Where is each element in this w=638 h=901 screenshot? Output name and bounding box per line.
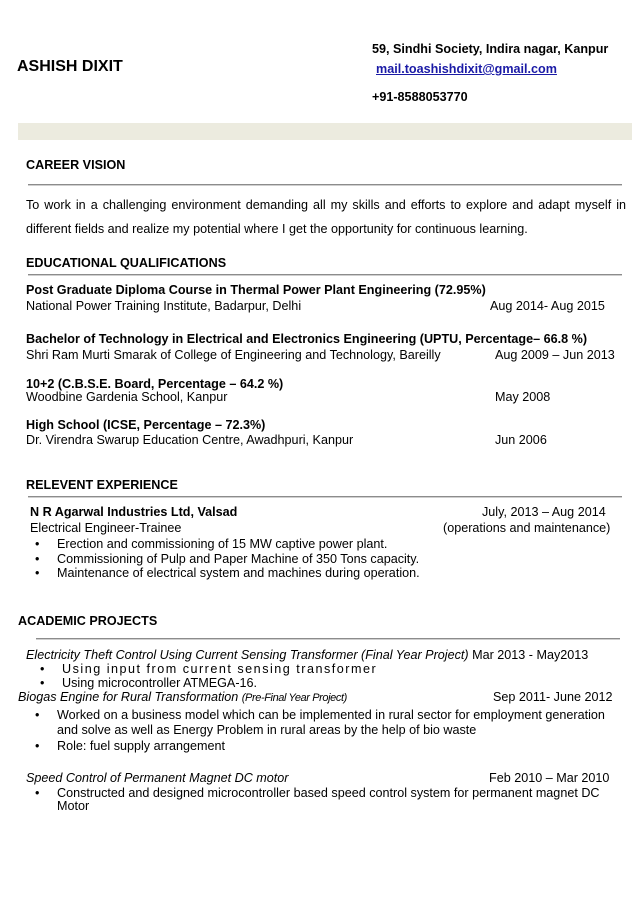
edu-institute: National Power Training Institute, Badarpur, Delhi: [26, 299, 302, 313]
projects-heading: ACADEMIC PROJECTS: [18, 614, 158, 628]
company-name: N R Agarwal Industries Ltd, Valsad: [30, 505, 238, 519]
edu-date: May 2008: [495, 390, 551, 404]
edu-title: Bachelor of Technology in Electrical and Electronics Engineering (UPTU, Percentage– 66.8 %): [26, 332, 588, 346]
experience-heading: RELEVENT EXPERIENCE: [26, 478, 178, 492]
project-title: Speed Control of Permanent Magnet DC motor: [26, 771, 289, 785]
career-heading: CAREER VISION: [26, 158, 126, 172]
bullet-icon: •: [35, 566, 40, 580]
project-tag: (Pre-Final Year Project): [241, 692, 347, 704]
career-text-line1: To work in a challenging environment demanding all my skills and efforts to explore and adapt myself in: [26, 198, 626, 212]
bullet-icon: •: [35, 708, 40, 722]
project-title-row: [18, 690, 347, 704]
bullet-icon: •: [35, 552, 40, 566]
job-department: (operations and maintenance): [443, 521, 611, 535]
phone-number: +91-8588053770: [372, 90, 468, 104]
project-date: Feb 2010 – Mar 2010: [489, 771, 610, 785]
divider: [28, 496, 622, 498]
career-text-line2: different fields and realize my potential where I get the opportunity for continuous learning.: [26, 222, 528, 236]
edu-date: Jun 2006: [495, 433, 547, 447]
candidate-name: ASHISH DIXIT: [17, 58, 123, 75]
list-item-continuation: and solve as well as Energy Problem in rural areas by the help of bio waste: [57, 723, 477, 737]
address: 59, Sindhi Society, Indira nagar, Kanpur: [372, 42, 609, 56]
bullet-icon: •: [35, 537, 40, 551]
edu-title: High School (ICSE, Percentage – 72.3%): [26, 418, 266, 432]
project-title: Biogas Engine for Rural Transformation: [18, 690, 239, 704]
project-title-row: [26, 648, 588, 662]
experience-dates: July, 2013 – Aug 2014: [482, 505, 606, 519]
divider: [28, 184, 622, 186]
list-item-continuation: Motor: [57, 799, 90, 813]
edu-institute: Shri Ram Murti Smarak of College of Engineering and Technology, Bareilly: [26, 348, 441, 362]
divider: [28, 274, 622, 276]
edu-title: 10+2 (C.B.S.E. Board, Percentage – 64.2 %): [26, 377, 284, 391]
project-title: Electricity Theft Control Using Current Sensing Transformer (Final Year Project): [26, 648, 469, 662]
bullet-icon: •: [40, 662, 45, 676]
edu-date: Aug 2009 – Jun 2013: [495, 348, 615, 362]
divider: [36, 638, 620, 640]
email-link[interactable]: mail.toashishdixit@gmail.com: [376, 62, 557, 76]
bullet-icon: •: [35, 739, 40, 753]
edu-institute: Woodbine Gardenia School, Kanpur: [26, 390, 228, 404]
edu-institute: Dr. Virendra Swarup Education Centre, Awadhpuri, Kanpur: [26, 433, 354, 447]
bullet-icon: •: [40, 676, 45, 690]
job-role: Electrical Engineer-Trainee: [30, 521, 182, 535]
edu-date: Aug 2014- Aug 2015: [490, 299, 605, 313]
project-date: Sep 2011- June 2012: [493, 690, 613, 704]
header-band: [18, 123, 632, 140]
project-date: Mar 2013 - May2013: [472, 648, 589, 662]
edu-title: Post Graduate Diploma Course in Thermal Power Plant Engineering (72.95%): [26, 283, 486, 297]
education-heading: EDUCATIONAL QUALIFICATIONS: [26, 256, 227, 270]
bullet-icon: •: [35, 786, 40, 800]
